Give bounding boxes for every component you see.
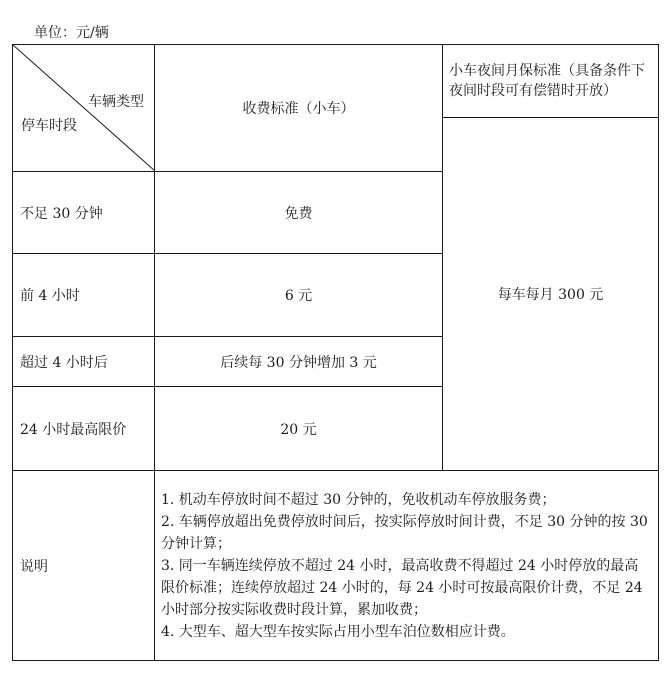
- parking-period-header: 停车时段: [21, 118, 77, 134]
- period-cell: 前 4 小时: [13, 254, 155, 337]
- fee-cell: 6 元: [155, 254, 443, 337]
- note-item: 2. 车辆停放超出免费停放时间后，按实际停放时间计费，不足 30 分钟的按 30 分钟计算；: [161, 513, 648, 552]
- note-item: 3. 同一车辆连续停放不超过 24 小时，最高收费不得超过 24 小时停放的最高限价标准；连续停放超过 24 小时的，每 24 小时可按最高限价计费，不足 24 小时部分按实际收费时段计算，累加收费；: [161, 557, 643, 618]
- period-cell: 24 小时最高限价: [13, 387, 155, 471]
- notes-label: 说明: [13, 471, 155, 661]
- notes-cell: [155, 471, 659, 661]
- fee-cell: 20 元: [155, 387, 443, 471]
- night-monthly-value: 每车每月 300 元: [443, 118, 659, 471]
- diagonal-header-cell: [13, 45, 155, 172]
- vehicle-type-header: 车辆类型: [88, 94, 144, 110]
- period-cell: 超过 4 小时后: [13, 337, 155, 387]
- note-item: 1. 机动车停放时间不超过 30 分钟的，免收机动车停放服务费；: [161, 491, 556, 508]
- fee-cell: 免费: [155, 172, 443, 254]
- fee-cell: 后续每 30 分钟增加 3 元: [155, 337, 443, 387]
- unit-label: 单位：元/辆: [34, 25, 109, 41]
- parking-fee-table: [12, 44, 659, 661]
- note-item: 4. 大型车、超大型车按实际占用小型车泊位数相应计费。: [161, 623, 515, 640]
- period-cell: 不足 30 分钟: [13, 172, 155, 254]
- night-monthly-header: 小车夜间月保标准（具备条件下夜间时段可有偿错时开放）: [443, 45, 659, 118]
- fee-standard-header: 收费标准（小车）: [155, 45, 443, 172]
